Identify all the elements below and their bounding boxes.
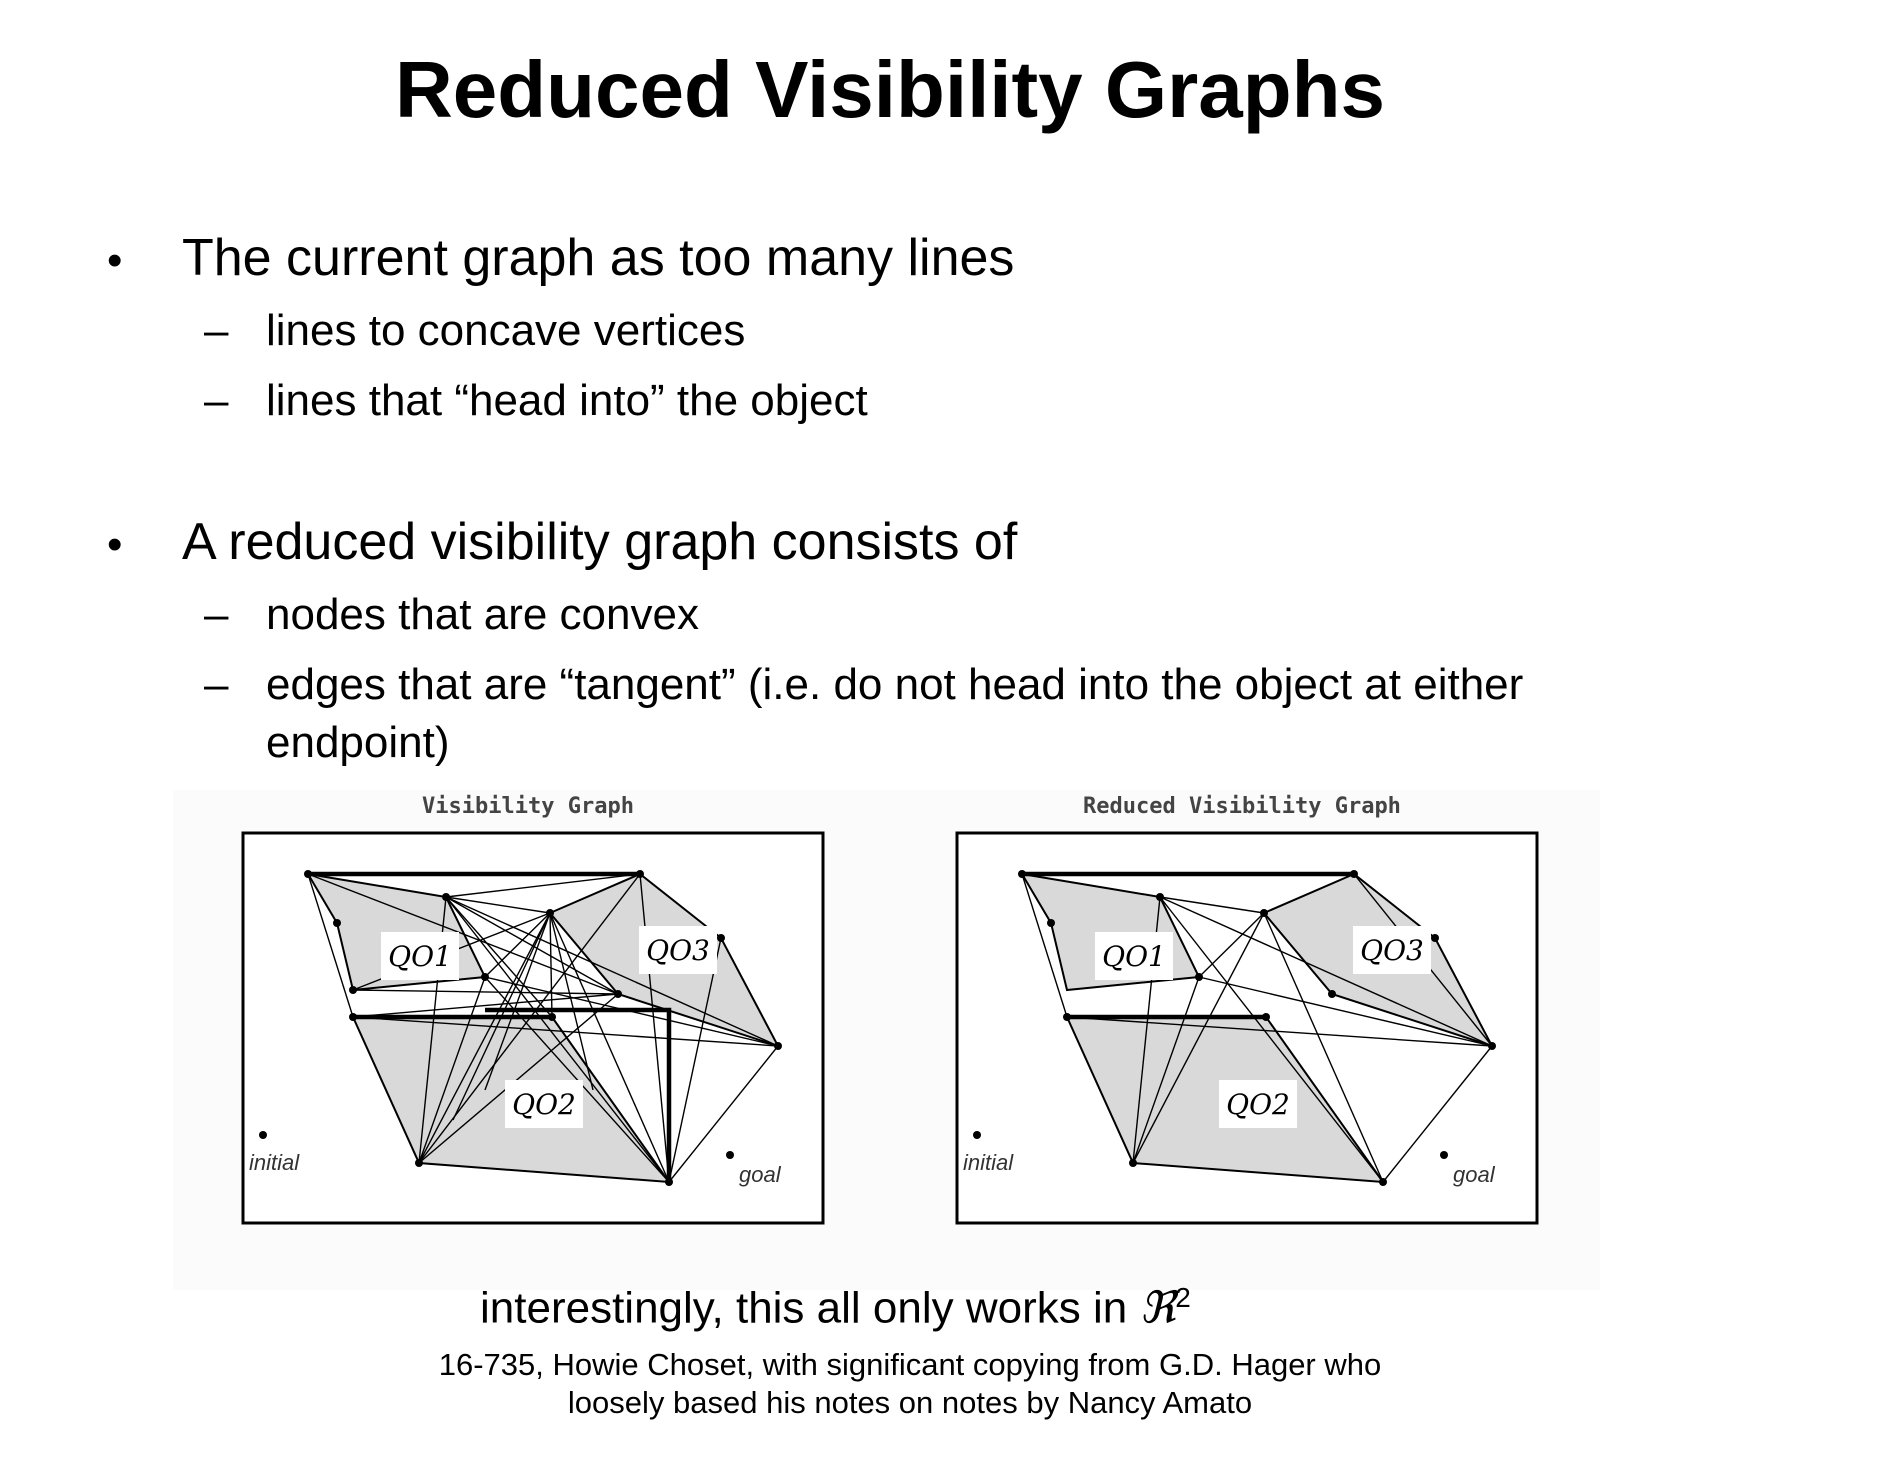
left-qo3-label: QO3 (646, 934, 710, 967)
right-qo1-label: QO1 (1102, 940, 1166, 973)
visibility-graphs-figure (173, 790, 1600, 1290)
sub-bullet-2-1: nodes that are convex (266, 590, 699, 639)
right-panel-title: Reduced Visibility Graph (1083, 794, 1401, 819)
visibility-graph-panel (243, 794, 823, 1223)
left-qo1-label: QO1 (388, 940, 452, 973)
right-goal-label: goal (1453, 1162, 1495, 1187)
note-power: 2 (1175, 1282, 1191, 1313)
bullet-dot-2: • (107, 520, 123, 569)
footer-line-1: 16-735, Howie Choset, with significant copying from G.D. Hager who (438, 1347, 1382, 1382)
left-qo2-label: QO2 (512, 1088, 576, 1121)
real-numbers-symbol: ℜ (1139, 1282, 1176, 1334)
dash-2-2: – (204, 660, 229, 709)
dash-1-2: – (204, 376, 229, 425)
slide-title: Reduced Visibility Graphs (395, 45, 1385, 134)
left-initial-label: initial (249, 1150, 300, 1175)
right-initial-label: initial (963, 1150, 1014, 1175)
sub-bullet-2-2: edges that are “tangent” (i.e. do not head into the object at either endpoint) (266, 660, 1524, 767)
bullet-1-text: The current graph as too many lines (182, 229, 1015, 287)
footer-line-2: loosely based his notes on notes by Nancy Amato (567, 1385, 1253, 1420)
sub-bullet-1-2: lines that “head into” the object (266, 376, 868, 425)
reduced-visibility-graph-panel (957, 794, 1537, 1223)
note-line (480, 1270, 1191, 1337)
left-panel-title: Visibility Graph (422, 794, 634, 819)
bullet-dot-1: • (107, 236, 123, 285)
bullet-2-text: A reduced visibility graph consists of (182, 513, 1018, 571)
sub-bullet-1-1: lines to concave vertices (266, 306, 746, 355)
footer (0, 1346, 1820, 1422)
right-qo3-label: QO3 (1360, 934, 1424, 967)
figure-svg (173, 790, 1600, 1290)
dash-1-1: – (204, 306, 229, 355)
note-text: interestingly, this all only works in (480, 1283, 1140, 1333)
left-goal-label: goal (739, 1162, 781, 1187)
right-qo2-label: QO2 (1226, 1088, 1290, 1121)
dash-2-1: – (204, 590, 229, 639)
